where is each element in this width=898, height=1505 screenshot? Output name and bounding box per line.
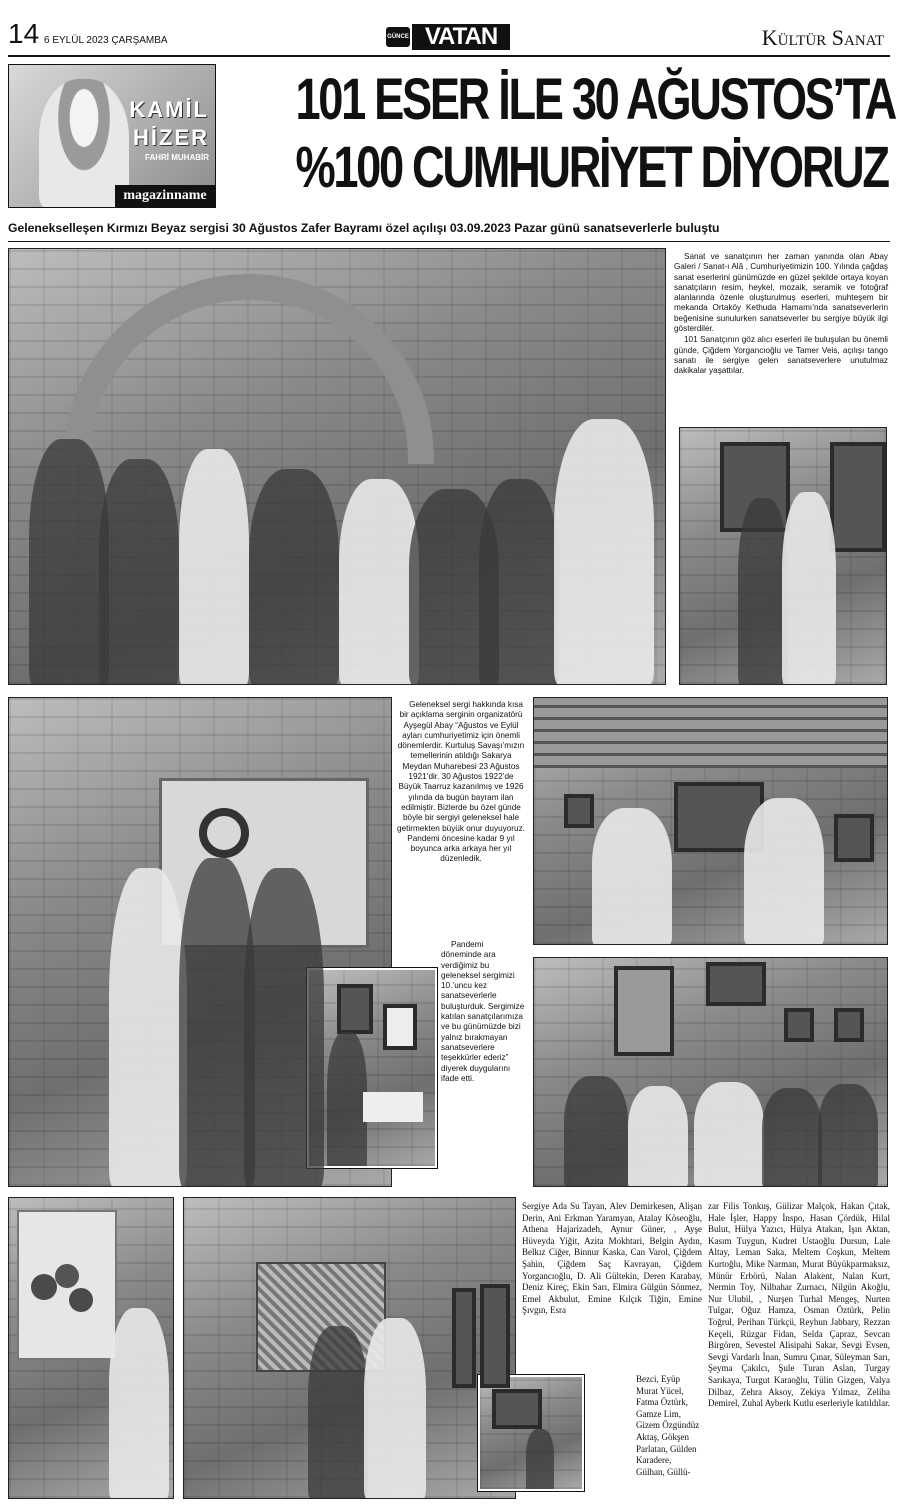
artists-list-part-3: zar Filis Tonkuş, Gülizar Malçok, Hakan Çıtak, Hale İşler, Happy İnspo, Hasan Çördük, Hilal Bulut, Hülya Yazıcı, Hülya Atakan, Işın Aktan, Kasım Tuygun, Kudret Ustaoğlu Dursun, Lale Altay, Leman Saka, Meltem Coşkun, Meltem Kurtoğlu, Mike Narman, Murat Büyükparmaksız, Münür Erbörü, Nalan Alakent, Nalan Kurt, Nermin Toy, Nilbahar Zurnacı, Nilgün Akoğlu, Nur Ulubil, , Nurşen Turhal Mengeş, Nurten Tulgar, Oğuz Hamza, Osman Öztürk, Pelin Toğrul, Perihan Türkçü, Reyhun Jabbary, Rezzan Keçeli, Rüzgar Fidan, Selda Çapraz, Sevcan Birgören, Sevestel Alisipahi Sakar, Sevgi Evsen, Sevgi Vardarlı İnan, Sumru Çınar, Süleyman Sarı, Şeyma Çakılcı, Şule Turan Aslan, Turgay Sarıkaya, Turgut Karaoğlu, Tülin Gizgen, Valya Dilbaz, Zehra Aksoy, Zekiya Yılmaz, Zeliha Demirel, Zuhal Ayberk Kutlu eserleriyle katıldılar.: [708, 1201, 890, 1409]
photo-inset-woman-gallery: [478, 1375, 584, 1491]
article-column-organizer-narrow: [441, 940, 525, 1085]
author-box: [8, 64, 216, 208]
subheadline: Gelenekselleşen Kırmızı Beyaz sergisi 30 Ağustos Zafer Bayramı özel açılışı 03.09.2023 Pazar günü sanatseverlerle buluştu: [8, 221, 720, 235]
section-title: Kültür Sanat: [761, 25, 884, 50]
logo-badge: GÜNCE: [386, 27, 410, 47]
header-rule: [8, 55, 890, 57]
author-role: FAHRİ MUHABİR: [145, 153, 209, 162]
photo-two-women-portraits: [679, 427, 887, 685]
logo-text: VATAN: [412, 24, 510, 50]
subheadline-rule: [8, 241, 890, 242]
author-first-name: KAMİL: [129, 97, 209, 122]
article-paragraph: Pandemi döneminde ara verdiğimiz bu geleneksel sergimizi 10.’uncu kez sanatseverlerle buluşturduk. Sergimize katılan sanatçılarımıza ve bu günümüzde bizi yalnız bırakmayan sanatseverlere teşekkürler ederiz” diyerek duygularını ifade etti.: [441, 940, 525, 1083]
artists-list-part-2: Bezci, Eyüp Murat Yücel, Fatma Öztürk, Gamze Lim, Gizem Özgündüz Aktaş, Gökşen Parlatan, Gülden Karadere, Gülhan, Güllü-: [636, 1374, 700, 1477]
article-paragraph: Sanat ve sanatçının her zaman yanında olan Abay Galeri / Sanat-ı Alâ , Cumhuriyetimizin 100. Yılında çağdaş sanat eserlerini günümüzde en güzel şekilde ortaya koyan sanatçıların resim, heykel, mozaik, seramik ve fotoğraf alanlarında özenle oluşturulmuş eserleri, muhteşem bir mekanda Ortaköy Kethuda Hamamı’nda sanatseverlerin beğenisine sunulurken sanatseverler bu sergiye büyük ilgi gösterdiler.: [674, 252, 888, 334]
page-number: 14: [8, 18, 40, 49]
photo-inset-woman-table: [307, 968, 437, 1168]
photo-seated-group: [533, 957, 888, 1187]
page-header: [0, 0, 898, 56]
article-paragraph: Geleneksel sergi hakkında kısa bir açıklama serginin organizatörü Ayşegül Abay “Ağustos ve Eylül ayları cumhuriyetimiz için önemli dönemlerdir. Kurtuluş Savaşı’mızın temellerinin atıldığı Sakarya Meydan Muharebesi 23 Ağustos 1921’dir. 30 Ağustos 1922’de Büyük Taarruz kazanılmış ve 1926 yılında da bugün bayram ilan edilmiştir. Bizlerde bu özel günde böyle bir sergiyi geleneksel hale getirmekten büyük onur duyuyoruz. Pandemi öncesine kadar 9 yıl boyunca arka arkaya her yıl düzenledik.: [397, 700, 525, 864]
issue-date: 6 EYLÜL 2023 ÇARŞAMBA: [44, 35, 168, 46]
headline-line-1: 101 ESER İLE 30 AĞUSTOS’TA: [295, 67, 896, 132]
author-last-name: HİZER: [133, 125, 209, 150]
article-column-intro: [674, 252, 888, 378]
artists-list-part-1: Sergiye Ada Su Tayan, Alev Demirkesen, Alişan Derin, Ani Erkman Yaramyan, Atalay Köseoğlu, Athena Hajarizadeh, Aynur Güner, , Ayşe Hüveyda Yiğit, Azita Mokhtari, Belgin Aydın, Belkız Ciğer, Binnur Kaska, Can Varol, Çiğdem Şahin, Çiğdem Saç Kavrayan, Çiğdem Yorgancıoğlu, D. Ali Gültekin, Deren Karabay, Deniz Kireç, Ekin Sarı, Elmira Gülgün Sönmez, Emel Akbulut, Emine Kılçık Tiğin, Emine Şıvgın, Esra: [522, 1201, 702, 1316]
article-column-organizer: [397, 700, 525, 866]
photo-woman-balloon-painting: [8, 1197, 174, 1499]
headline: [222, 66, 896, 206]
headline-line-2: %100 CUMHURİYET DİYORUZ: [295, 135, 888, 200]
photo-crowd-at-exhibition: [8, 248, 666, 685]
newspaper-logo: [386, 24, 510, 50]
author-column-name: magazinname: [115, 185, 215, 207]
photo-two-women-gallery: [533, 697, 888, 945]
photo-two-women-mosaic: [183, 1197, 516, 1499]
article-paragraph: 101 Sanatçının göz alıcı eserleri ile buluşulan bu önemli günde, Çiğdem Yorgancıoğlu ve Tamer Veis, açılışı tango sanatı ile sergiye gelen sanatseverlere unutulmaz dakikalar yaşattılar.: [674, 335, 888, 376]
